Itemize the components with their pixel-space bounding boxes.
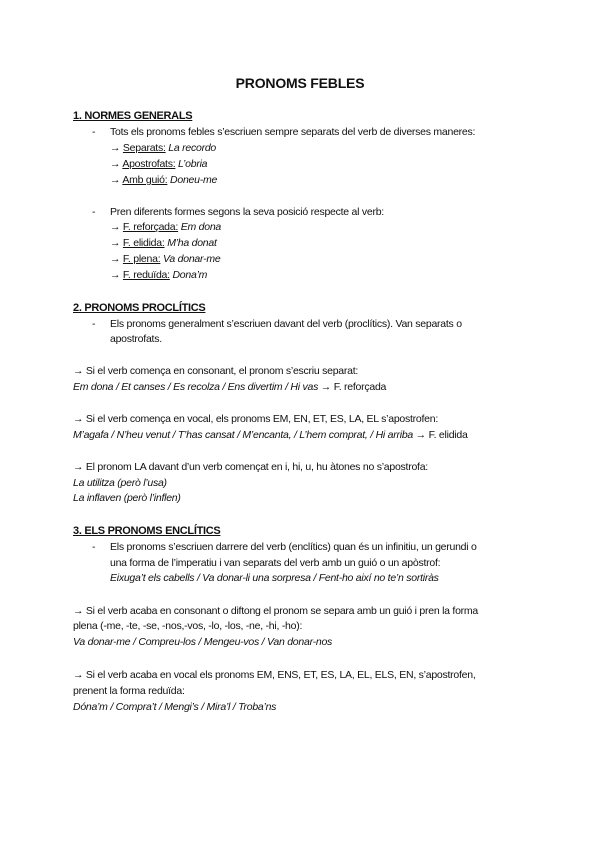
s3-bullet-line-1: Els pronoms s’escriuen darrere del verb (enclítics) quan és un infinitiu, un gerundi o: [110, 541, 477, 553]
s1-item-plena: → F. plena: Va donar-me: [110, 253, 221, 265]
bullet-dash: -: [92, 318, 96, 330]
s3-rule-consonant-line-2: plena (-me, -te, -se, -nos,-vos, -lo, -los, -ne, -hi, -ho):: [73, 620, 303, 632]
s2-rule-vocal: → Si el verb comença en vocal, els pronoms EM, EN, ET, ES, LA, EL s’apostrofen:: [73, 413, 439, 425]
s1-item-reforcada: → F. reforçada: Em dona: [110, 221, 221, 233]
s2-rule-vocal-example: M’agafa / N’heu venut / T’has cansat / M’encanta, / L’hem comprat, / Hi arriba → F. elidida: [73, 429, 468, 441]
s1-item-apostrofats: → Apostrofats: L’obria: [110, 158, 208, 170]
s2-bullet-line-2: apostrofats.: [110, 333, 162, 345]
s1-item-separats: → Separats: La recordo: [110, 142, 216, 154]
s3-rule-consonant-example: Va donar-me / Compreu-los / Mengeu-vos / Van donar-nos: [73, 636, 333, 648]
s1-item-elidida: → F. elidida: M’ha donat: [110, 237, 217, 249]
s2-rule-la-example-1: La utilitza (però l’usa): [73, 477, 167, 489]
s3-rule-vocal-example: Dóna’m / Compra’t / Mengi’s / Mira’l / Troba’ns: [73, 701, 277, 713]
section-1-heading: 1. NORMES GENERALS: [73, 110, 193, 122]
bullet-dash: -: [92, 206, 96, 218]
s1-bullet-2: Pren diferents formes segons la seva posició respecte al verb:: [110, 206, 384, 218]
s3-rule-consonant-line-1: → Si el verb acaba en consonant o diftong el pronom se separa amb un guió i pren la forma: [73, 605, 479, 617]
s2-rule-consonant: → Si el verb comença en consonant, el pronom s’escriu separat:: [73, 365, 359, 377]
s1-item-amb-guio: → Amb guió: Doneu-me: [110, 174, 218, 186]
s3-rule-vocal-line-1: → Si el verb acaba en vocal els pronoms EM, ENS, ET, ES, LA, EL, ELS, EN, s’apostrofen,: [73, 669, 476, 681]
section-2-heading: 2. PRONOMS PROCLÍTICS: [73, 302, 206, 314]
s3-bullet-line-2: una forma de l’imperatiu i van separats del verb amb un guió o un apòstrof:: [110, 557, 441, 569]
page-title: PRONOMS FEBLES: [235, 75, 365, 91]
bullet-dash: -: [92, 541, 96, 553]
s2-rule-consonant-example: Em dona / Et canses / Es recolza / Ens divertim / Hi vas → F. reforçada: [73, 381, 387, 393]
s3-bullet-example: Eixuga’t els cabells / Va donar-li una sorpresa / Fent-ho així no te’n sortiràs: [110, 572, 439, 584]
section-3-heading: 3. ELS PRONOMS ENCLÍTICS: [73, 525, 221, 537]
s1-bullet-1: Tots els pronoms febles s’escriuen sempre separats del verb de diverses maneres:: [110, 126, 476, 138]
s2-rule-la-example-2: La inflaven (però l’inflen): [73, 492, 181, 504]
s3-rule-vocal-line-2: prenent la forma reduïda:: [73, 685, 185, 697]
bullet-dash: -: [92, 126, 96, 138]
s2-rule-la: → El pronom LA davant d’un verb començat en i, hi, u, hu àtones no s’apostrofa:: [73, 461, 428, 473]
s1-item-reduida: → F. reduïda: Dona’m: [110, 269, 208, 281]
s2-bullet-line-1: Els pronoms generalment s’escriuen davant del verb (proclítics). Van separats o: [110, 318, 462, 330]
